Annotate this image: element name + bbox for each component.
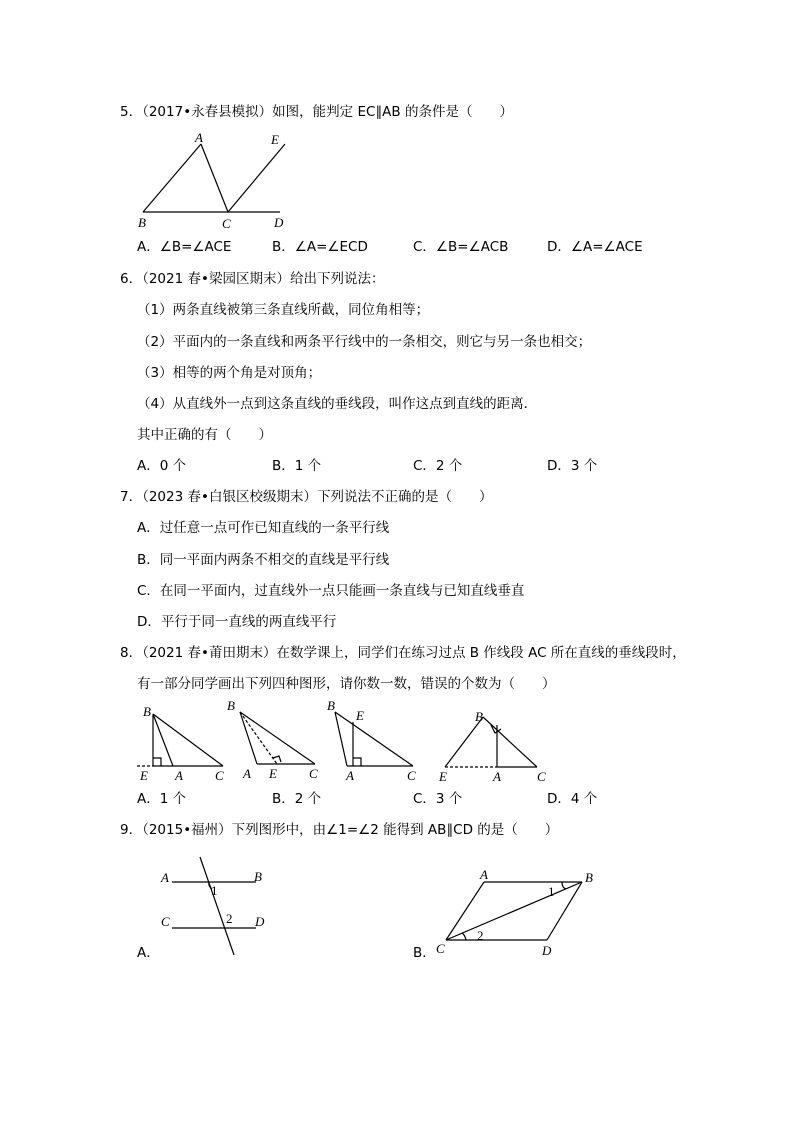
q6-item-4: （4）从直线外一点到这条直线的垂线段，叫作这点到直线的距离． (137, 396, 538, 412)
label-c: C (537, 769, 546, 784)
q8-option-d[interactable]: D．4 个 (547, 791, 598, 807)
q8-option-a[interactable]: A．1 个 (137, 791, 187, 807)
label-b: B (585, 870, 593, 885)
q8-figure-3 (327, 700, 437, 782)
label-c: C (222, 216, 231, 231)
label-a: A (346, 768, 354, 783)
q5-stem: 5．（2017•永春县模拟）如图，能判定 EC∥AB 的条件是（ ） (120, 104, 513, 120)
q9-option-a[interactable]: A． (137, 945, 160, 961)
label-1: 1 (211, 883, 218, 898)
label-a: A (195, 130, 203, 145)
label-2: 2 (226, 911, 233, 926)
q6-option-c[interactable]: C．2 个 (413, 458, 463, 474)
q6-option-a[interactable]: A．0 个 (137, 458, 187, 474)
label-e: E (140, 768, 148, 783)
q8-figure-4 (437, 705, 557, 787)
label-b: B (327, 698, 335, 713)
q8-option-c[interactable]: C．3 个 (413, 791, 463, 807)
q7-stem: 7．（2023 春•白银区校级期末）下列说法不正确的是（ ） (120, 489, 493, 505)
label-2: 2 (477, 928, 484, 943)
q9-figure-b (432, 867, 612, 957)
q6-item-3: （3）相等的两个角是对顶角； (137, 365, 322, 381)
q6-item-2: （2）平面内的一条直线和两条平行线中的一条相交，则它与另一条也相交； (137, 334, 592, 350)
q7-option-c[interactable]: C．在同一平面内，过直线外一点只能画一条直线与已知直线垂直 (137, 583, 525, 599)
label-e: E (439, 769, 447, 784)
q6-item-1: （1）两条直线被第三条直线所截，同位角相等； (137, 302, 430, 318)
q9-option-b[interactable]: B． (413, 945, 436, 961)
label-a: A (161, 870, 169, 885)
label-c: C (309, 766, 318, 781)
label-c: C (161, 914, 170, 929)
q7-option-d[interactable]: D．平行于同一直线的两直线平行 (137, 614, 337, 630)
label-1: 1 (548, 884, 555, 899)
line-ac (201, 144, 228, 212)
q8-option-b[interactable]: B．2 个 (272, 791, 322, 807)
label-b: B (254, 869, 262, 884)
label-c: C (436, 941, 445, 956)
q5-figure (135, 130, 315, 230)
label-a: A (480, 867, 488, 882)
q5-option-a[interactable]: A．∠B=∠ACE (137, 239, 232, 255)
q6-option-d[interactable]: D．3 个 (547, 458, 598, 474)
label-b: B (227, 698, 235, 713)
label-a: A (493, 769, 501, 784)
label-a: A (175, 768, 183, 783)
q8-figure-1 (135, 702, 245, 784)
label-e: E (271, 132, 279, 147)
q5-option-b[interactable]: B．∠A=∠ECD (272, 239, 368, 255)
label-d: D (274, 215, 284, 230)
label-c: C (407, 768, 416, 783)
label-c: C (215, 768, 224, 783)
label-b: B (138, 215, 146, 230)
label-d: D (542, 943, 552, 958)
q6-option-b[interactable]: B．1 个 (272, 458, 322, 474)
q5-option-d[interactable]: D．∠A=∠ACE (547, 239, 643, 255)
line-ce (228, 144, 285, 212)
label-e: E (356, 708, 364, 723)
q8-stem-line2: 有一部分同学画出下列四种图形，请你数一数，错误的个数为（ ） (137, 676, 556, 692)
label-d: D (255, 914, 265, 929)
label-b: B (143, 704, 151, 719)
q7-option-b[interactable]: B．同一平面内两条不相交的直线是平行线 (137, 552, 390, 568)
label-b: B (475, 709, 483, 724)
q5-option-c[interactable]: C．∠B=∠ACB (413, 239, 509, 255)
q7-option-a[interactable]: A．过任意一点可作已知直线的一条平行线 (137, 520, 390, 536)
q6-stem: 6．（2021 春•梁园区期末）给出下列说法： (120, 271, 385, 287)
label-e: E (269, 766, 277, 781)
line-ba (143, 144, 201, 212)
label-a: A (243, 766, 251, 781)
q9-stem: 9．（2015•福州）下列图形中，由∠1=∠2 能得到 AB∥CD 的是（ ） (120, 822, 559, 838)
q8-stem-line1: 8．（2021 春•莆田期末）在数学课上，同学们在练习过点 B 作线段 AC 所在直线的垂线段时， (120, 645, 686, 661)
q9-figure-a (158, 855, 288, 955)
q6-conclusion: 其中正确的有（ ） (137, 427, 272, 443)
